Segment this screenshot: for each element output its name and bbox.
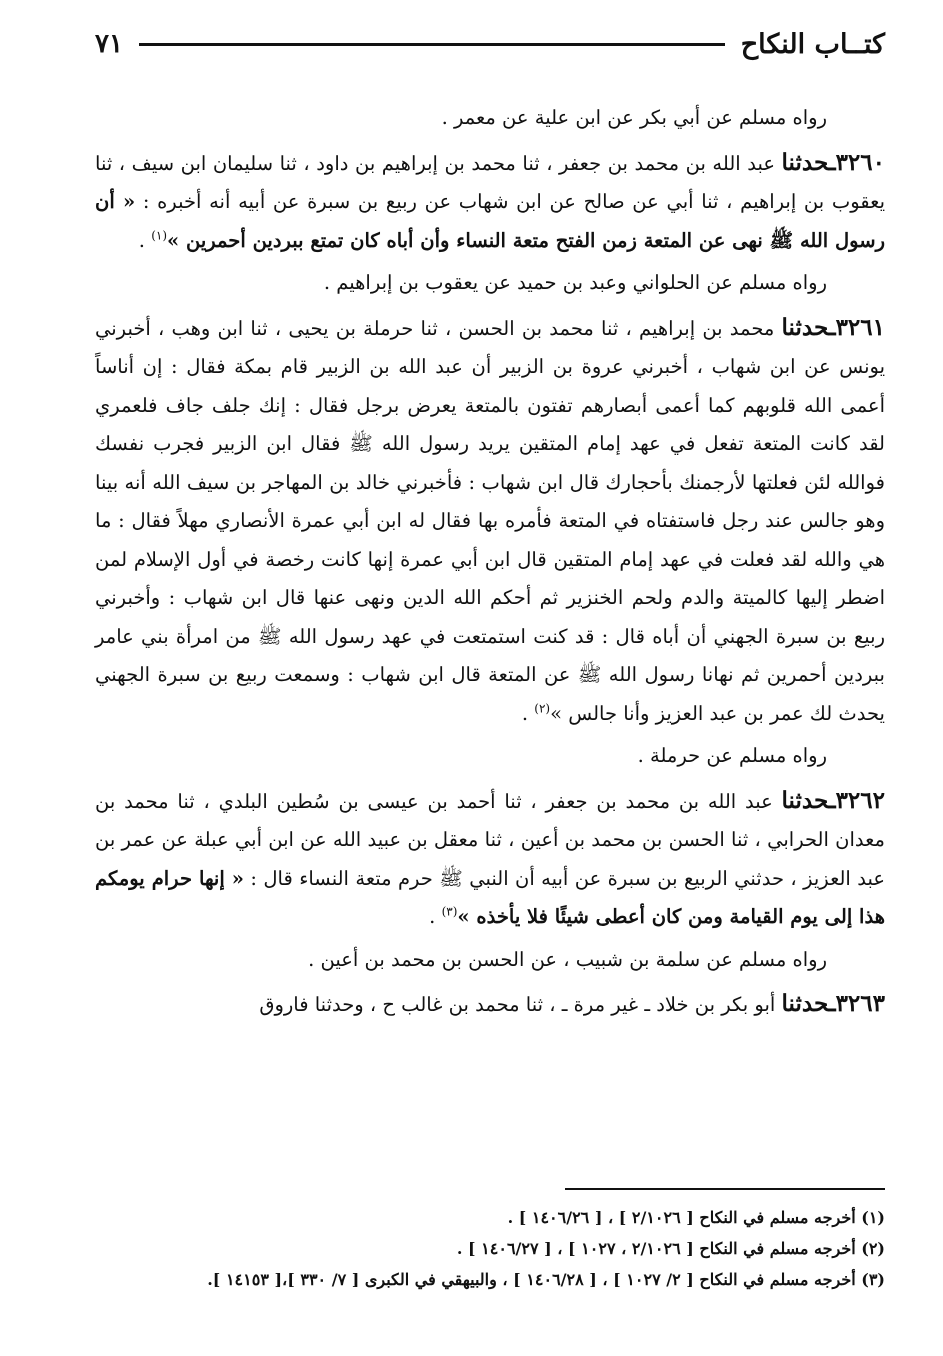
- hadith-number: ٣٢٦٣ـ: [828, 990, 885, 1017]
- riwaya-line: رواه مسلم عن حرملة .: [637, 744, 827, 767]
- footnote-separator: [565, 1188, 885, 1190]
- footnote-ref: (٣): [441, 904, 458, 919]
- hadith-3260: [95, 144, 885, 261]
- footnote-1: (١) أخرجه مسلم في النكاح [ ٢/١٠٢٦ ] ، [ ١٤٠٦/٢٦ ] .: [507, 1208, 885, 1227]
- hadith-3262: [95, 782, 885, 937]
- page-number: ٧١: [95, 29, 123, 59]
- hadith-end: .: [138, 228, 152, 252]
- footnotes: [95, 1202, 885, 1295]
- hadith-number: ٣٢٦٠ـ: [828, 148, 885, 176]
- riwaya-line: رواه مسلم عن أبي بكر عن ابن علية عن معمر .: [441, 106, 827, 129]
- hadith-number: ٣٢٦١ـ: [828, 313, 885, 341]
- footnote-ref: (٢): [534, 701, 551, 715]
- haddathana-mark: حدثنا: [781, 148, 829, 176]
- riwaya-line: رواه مسلم عن سلمة بن شبيب ، عن الحسن بن محمد بن أعين .: [308, 947, 827, 971]
- hadith-text: عبد الله بن محمد بن جعفر ، ثنا أحمد بن عيسى بن سُطين البلدي ، ثنا محمد بن معدان الحرابي ، ثنا الحسن بن محمد بن أعين ، ثنا معقل بن عبيد الله عن ابن أبي عبلة عن عمر بن عبد العزيز ، حدثني الربيع بن سبرة عن أبيه أن النبي ﷺ حرم متعة النساء قال :: [95, 789, 886, 890]
- body-text: [95, 95, 885, 1025]
- hadith-end: .: [429, 905, 442, 928]
- haddathana-mark: حدثنا: [781, 990, 829, 1017]
- hadith-quote: « أن رسول الله ﷺ نهى عن المتعة زمن الفتح متعة النساء وأن أباه كان تمتع ببردين أحمرين »: [95, 190, 885, 252]
- hadith-3261: [95, 309, 885, 734]
- riwaya-line: رواه مسلم عن الحلواني وعبد بن حميد عن يعقوب بن إبراهيم .: [323, 271, 827, 294]
- hadith-end: .: [521, 701, 535, 725]
- running-title: كتــاب النكاح: [740, 28, 885, 60]
- hadith-text: محمد بن إبراهيم ، ثنا محمد بن الحسن ، ثنا حرملة بن يحيى ، ثنا ابن وهب ، أخبرني يونس عن ابن شهاب ، أخبرني عروة بن الزبير أن عبد الله بن الزبير قام بمكة فقال : إن أناساً أعمى الله قلوبهم كما أعمى أبصارهم تفتون بالمتعة يعرض برجل فقال : إنك جلف جاف فلعمري لقد كانت المتعة تفعل في عهد إمام المتقين يريد رسول الله ﷺ فقال ابن الزبير فجرب نفسك فوالله لئن فعلتها لأرجمنك بأحجارك قال ابن شهاب : فأخبرني خالد بن المهاجر بن سيف الله أنه بينا وهو جالس عند رجل فاستفتاه في المتعة فأمره بها فقال له ابن أبي عمرة الأنصاري مهلاً فقال : ما هي والله لقد فعلت في عهد إمام المتقين قال ابن أبي عمرة إنها كانت رخصة في أول الإسلام لمن اضطر إليها كالميتة والدم ولحم الخنزير ثم أحكم الله الدين ونهى عنها قال ابن شهاب : وأخبرني ربيع بن سبرة الجهني أن أباه قال : قد كنت استمتعت في عهد رسول الله ﷺ من امرأة بني عامر ببردين أحمرين ثم نهانا رسول الله ﷺ عن المتعة قال ابن شهاب : وسمعت ربيع بن سبرة الجهني يحدث لك عمر بن عبد العزيز وأنا جالس »: [95, 316, 885, 725]
- hadith-quote: « إنها حرام يومكم هذا إلى يوم القيامة ومن كان أعطى شيئًا فلا يأخذه »: [95, 866, 885, 928]
- hadith-text: أبو بكر بن خلاد ـ غير مرة ـ ، ثنا محمد بن غالب ح ، وحدثنا فاروق: [259, 993, 782, 1016]
- haddathana-mark: حدثنا: [781, 786, 829, 814]
- header-rule: [139, 43, 725, 46]
- haddathana-mark: حدثنا: [781, 313, 829, 341]
- page-header: [95, 24, 885, 64]
- hadith-3263: [95, 985, 885, 1025]
- footnote-3: (٣) أخرجه مسلم في النكاح [ ٢/ ١٠٢٧ ] ، [ ١٤٠٦/٢٨ ] ، والبيهقي في الكبرى [ ٧/ ٣٣٠ ]،[ ١٤١٥٣ ].: [207, 1270, 885, 1289]
- hadith-text: عبد الله بن محمد بن جعفر ، ثنا محمد بن إبراهيم بن داود ، ثنا سليمان ابن سيف ، ثنا يعقوب بن إبراهيم ، ثنا أبي عن صالح عن ابن شهاب عن ربيع بن سبرة عن أبيه أنه أخبره :: [95, 151, 885, 213]
- footnote-ref: (١): [151, 228, 168, 242]
- hadith-number: ٣٢٦٢ـ: [828, 786, 885, 814]
- footnote-2: (٢) أخرجه مسلم في النكاح [ ٢/١٠٢٦ ، ١٠٢٧ ] ، [ ١٤٠٦/٢٧ ] .: [456, 1239, 885, 1258]
